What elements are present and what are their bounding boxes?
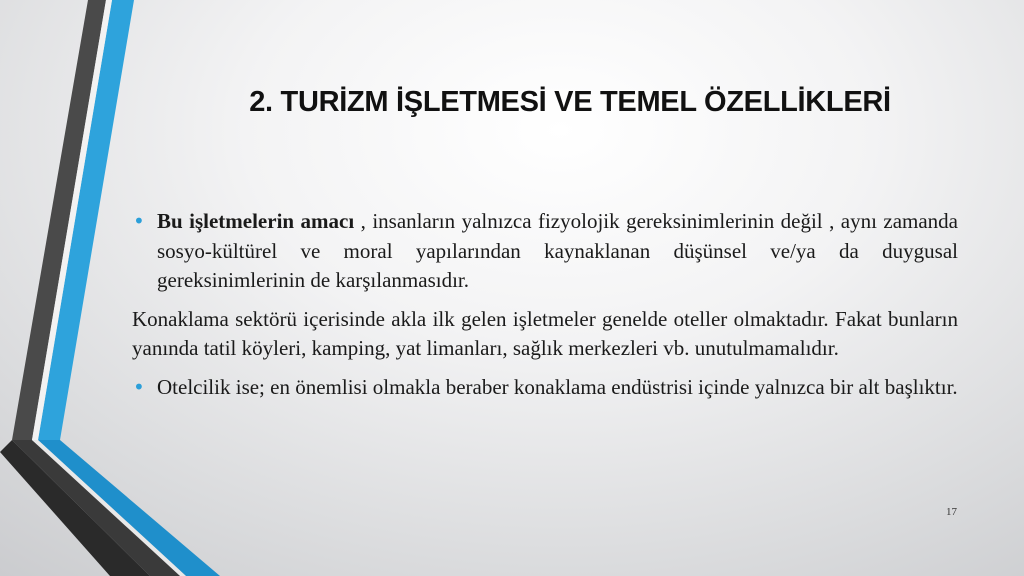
white-stripe (32, 0, 112, 440)
bullet-dot-icon: • (133, 209, 145, 233)
bullet-item-purpose (132, 207, 958, 296)
page-number: 17 (946, 506, 957, 518)
bullet-item-hotel (132, 373, 958, 403)
bullet-text: Otelcilik ise; en önemlisi olmakla beraber konaklama endüstrisi içinde yalnızca bir alt başlıktır. (157, 374, 958, 399)
slide-title: 2. TURİZM İŞLETMESİ VE TEMEL ÖZELLİKLERİ (249, 86, 891, 118)
paragraph-accommodation: Konaklama sektörü içerisinde akla ilk gelen işletmeler genelde oteller olmaktadır. Fakat bunların yanında tatil köyleri, kamping, yat limanları, sağlık merkezleri vb. unutulmamalıdır. (132, 306, 958, 360)
bullet-text: , insanların yalnızca fizyolojik gereksinimlerinin değil , aynı zamanda sosyo-kültürel ve moral yapılarından kaynaklanan düşünsel ve/ya da duygusal gereksinimlerinin de karşılanmasıdır. (157, 209, 958, 292)
bullet-bold-lead: Bu işletmelerin amacı (157, 209, 355, 233)
bullet-dot-icon: • (133, 374, 145, 399)
slide-content (132, 207, 958, 411)
